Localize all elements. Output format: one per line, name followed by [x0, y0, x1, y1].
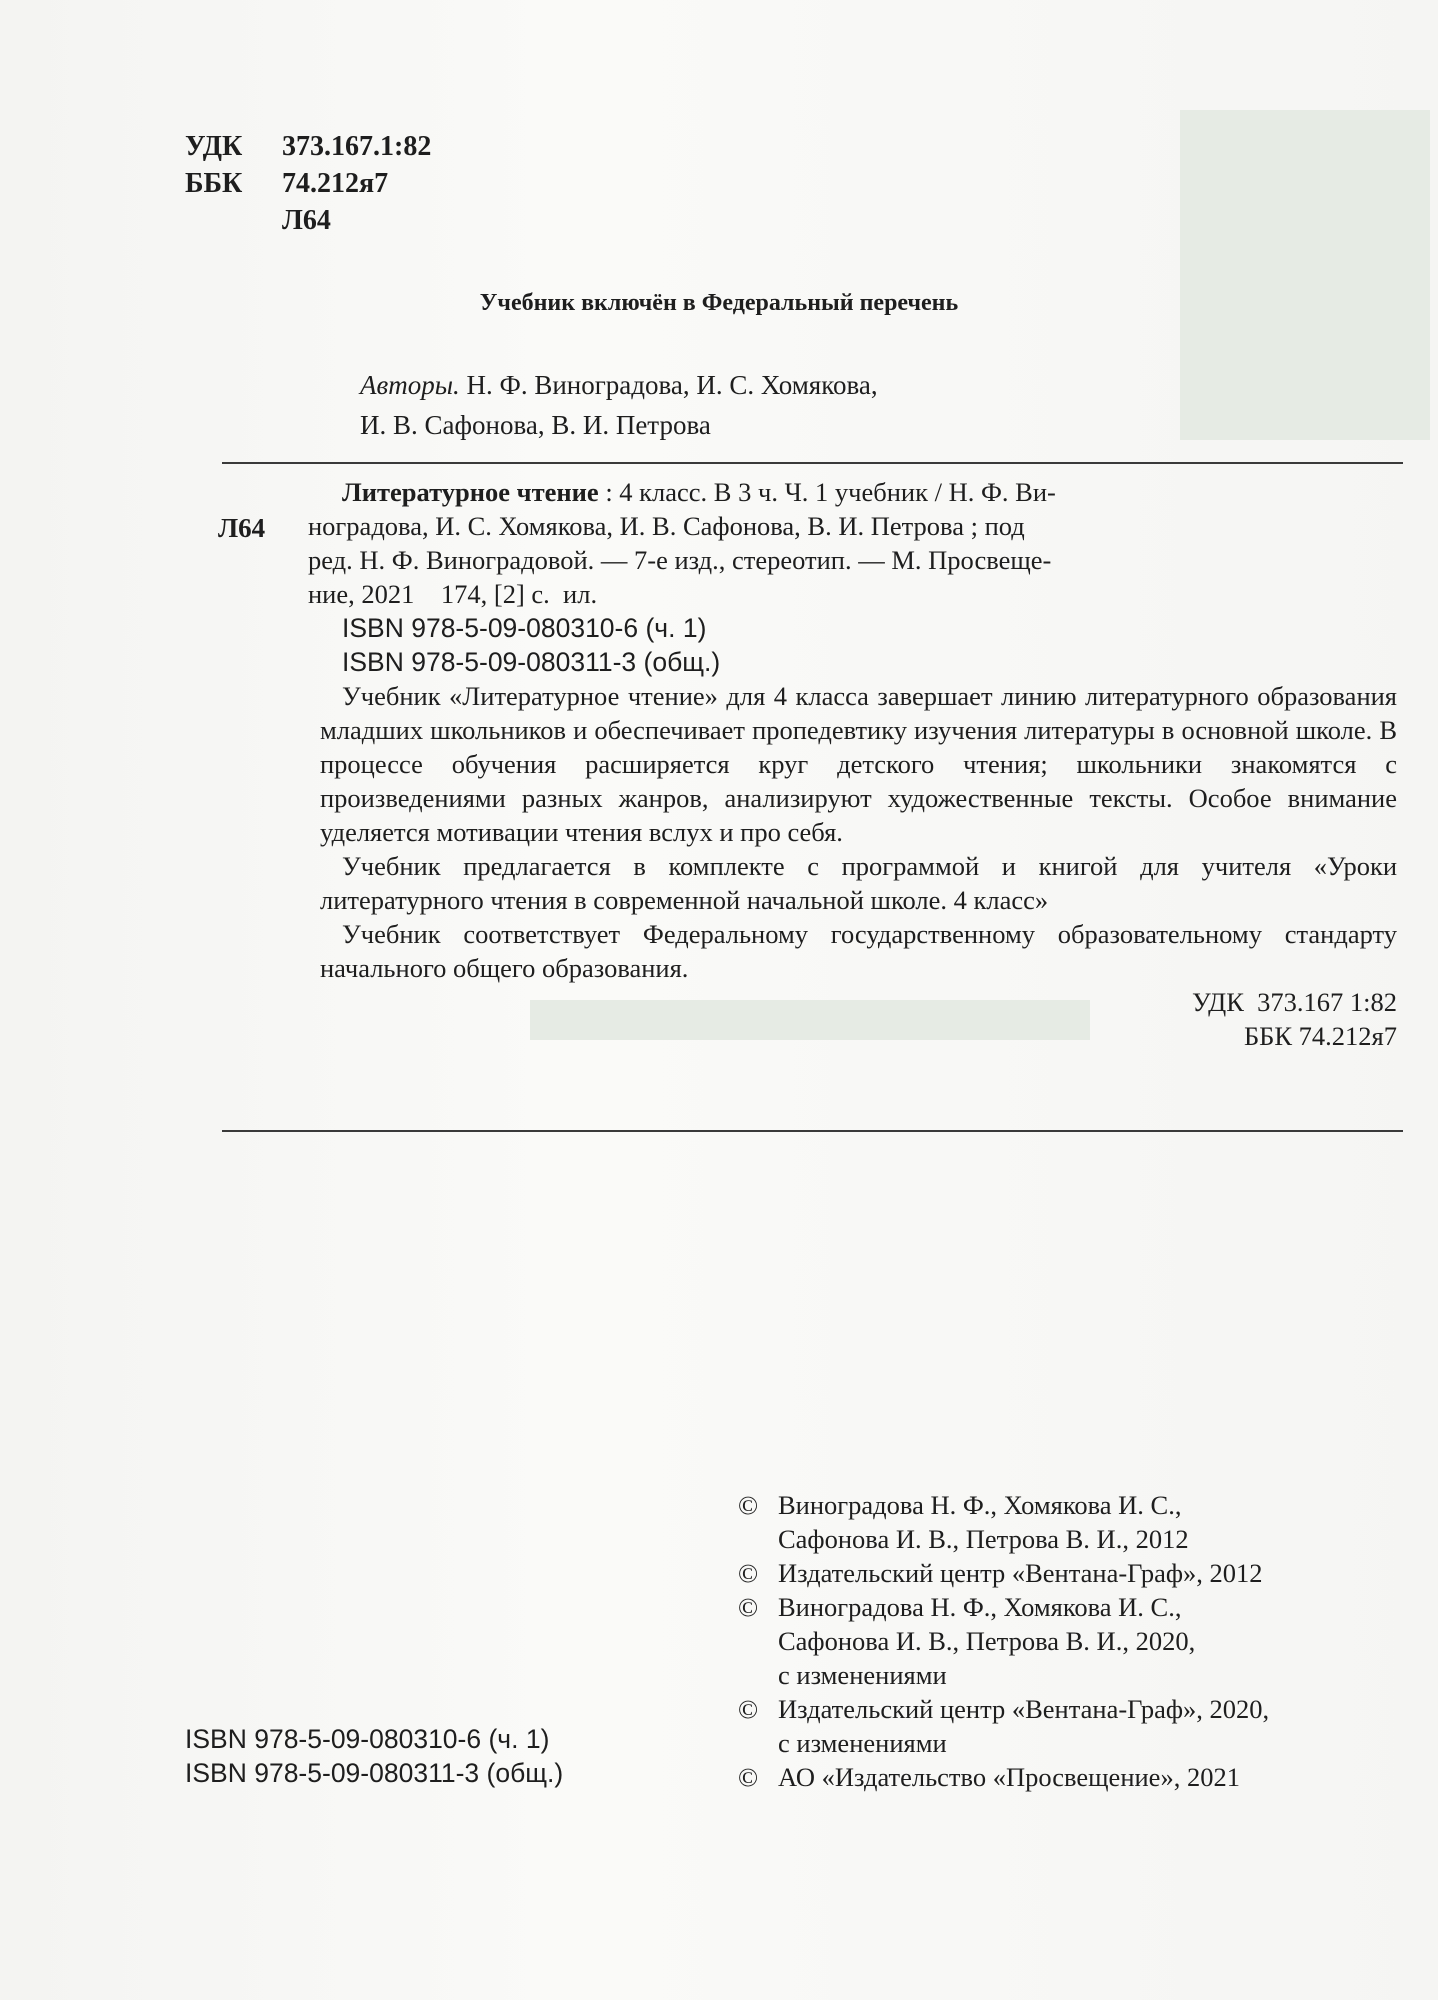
udk-value: 373.167.1:82 — [282, 131, 432, 162]
copyright-line: с изменениями — [778, 1660, 947, 1690]
annotation-2: Учебник предлагается в комплекте с программой и книгой для учителя «Уроки литературного чтения в современной начальной школе. 4 класс» — [320, 851, 1397, 915]
catalog-card — [308, 475, 1397, 1053]
annotation-1: Учебник «Литературное чтение» для 4 класса завершает линию литературного образования младших школьников и обеспечивает пропедевтику изучения литературы в основной школе. В процессе обучения расширяется круг детского чтения; школьники знакомятся с произведениями разных жанров, анализируют художественные тексты. Особое внимание уделяется мотивации чтения вслух и про себя. — [320, 681, 1397, 847]
copyright-line: Виноградова Н. Ф., Хомякова И. С., — [778, 1490, 1182, 1520]
top-rule — [222, 462, 1403, 464]
bleed-through-block — [1180, 110, 1430, 440]
copyright-entry — [738, 1760, 1269, 1794]
copyright-line: Виноградова Н. Ф., Хомякова И. С., — [778, 1592, 1182, 1622]
copyright-block — [738, 1488, 1269, 1794]
bbk-row — [185, 165, 431, 202]
authors-names-1: Н. Ф. Виноградова, И. С. Хомякова, — [466, 370, 878, 400]
copyright-line: Издательский центр «Вентана-Граф», 2012 — [778, 1558, 1263, 1588]
author-sign-value: Л64 — [282, 205, 331, 236]
authors-label: Авторы. — [360, 370, 460, 400]
copyright-line: с изменениями — [778, 1728, 947, 1758]
annotation-3: Учебник соответствует Федеральному государственному образовательному стандарту начального общего образования. — [320, 919, 1397, 983]
copyright-symbol: © — [738, 1762, 759, 1792]
copyright-entry — [738, 1590, 1269, 1692]
bottom-isbn-block — [185, 1722, 563, 1790]
biblio-text-1: : 4 класс. В 3 ч. Ч. 1 учебник / Н. Ф. Ви- — [598, 477, 1056, 507]
isbn-general: ISBN 978-5-09-080311-3 (общ.) — [342, 647, 721, 677]
copyright-line: Сафонова И. В., Петрова В. И., 2020, — [778, 1626, 1196, 1656]
card-bbk: ББК 74.212я7 — [1243, 1021, 1397, 1051]
isbn-part-1: ISBN 978-5-09-080310-6 (ч. 1) — [342, 613, 707, 643]
copyright-symbol: © — [738, 1592, 759, 1622]
biblio-line-1 — [342, 475, 1397, 509]
author-sign-key — [185, 202, 282, 239]
authors-block — [360, 365, 878, 445]
card-udk: УДК 373.167 1:82 — [1192, 987, 1397, 1017]
udk-row — [185, 128, 431, 165]
copyright-line: АО «Издательство «Просвещение», 2021 — [778, 1762, 1240, 1792]
authors-line-1 — [360, 365, 878, 405]
bottom-isbn-2: ISBN 978-5-09-080311-3 (общ.) — [185, 1758, 564, 1788]
copyright-symbol: © — [738, 1490, 759, 1520]
bottom-rule — [222, 1130, 1403, 1132]
card-code: Л64 — [218, 513, 266, 543]
copyright-entry — [738, 1488, 1269, 1556]
bottom-isbn-1: ISBN 978-5-09-080310-6 (ч. 1) — [185, 1724, 550, 1754]
biblio-line-3: ред. Н. Ф. Виноградовой. — 7-е изд., стереотип. — М. Просвеще- — [308, 545, 1052, 575]
biblio-line-2: ноградова, И. С. Хомякова, И. В. Сафонова, В. И. Петрова ; под — [308, 511, 1025, 541]
copyright-symbol: © — [738, 1558, 759, 1588]
bbk-key: ББК — [185, 168, 243, 199]
copyright-symbol: © — [738, 1694, 759, 1724]
library-codes — [185, 128, 431, 239]
book-title: Литературное чтение — [342, 477, 599, 507]
copyright-entry — [738, 1692, 1269, 1760]
copyright-line: Сафонова И. В., Петрова В. И., 2012 — [778, 1524, 1189, 1554]
authors-line-2: И. В. Сафонова, В. И. Петрова — [360, 410, 711, 440]
udk-key: УДК — [185, 131, 243, 162]
biblio-line-4: ние, 2021 174, [2] с. ил. — [308, 579, 598, 609]
federal-list-note: Учебник включён в Федеральный перечень — [479, 290, 959, 316]
copyright-entry — [738, 1556, 1269, 1590]
bbk-value: 74.212я7 — [282, 168, 389, 199]
author-sign-row — [185, 202, 431, 239]
copyright-line: Издательский центр «Вентана-Граф», 2020, — [778, 1694, 1270, 1724]
